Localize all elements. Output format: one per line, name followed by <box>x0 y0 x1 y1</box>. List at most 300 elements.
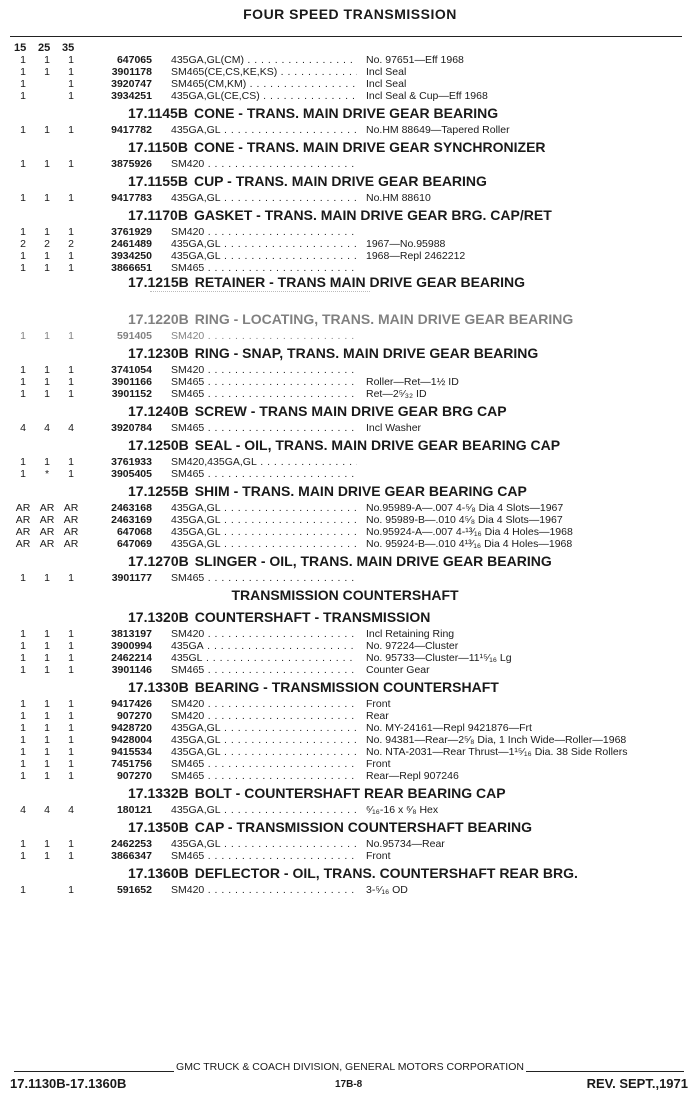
model-cell: 435GA,GL . . . <box>171 746 357 758</box>
quantity-cell: 1 <box>44 628 50 640</box>
quantity-cell: 1 <box>44 54 50 66</box>
section-title <box>0 481 700 502</box>
quantity-cell: * <box>44 468 50 480</box>
part-number: 3866651 <box>111 262 152 274</box>
quantity-cell: 1 <box>44 722 50 734</box>
part-number: 591405 <box>116 330 152 342</box>
description-cell: No.95734—Rear <box>366 838 445 850</box>
description-cell: No.HM 88610 <box>366 192 431 204</box>
table-row <box>0 250 700 262</box>
quantity-cell: 1 <box>20 652 26 664</box>
quantity-column-headers <box>14 42 86 54</box>
section-number: 17.1215B <box>128 275 189 287</box>
section-title <box>0 343 700 364</box>
table-row <box>0 664 700 676</box>
quantity-cell: 2 <box>44 238 50 250</box>
table-row <box>0 838 700 850</box>
quantity-cell: AR <box>15 502 31 514</box>
quantity-cell: 1 <box>44 770 50 782</box>
section-title <box>0 783 700 804</box>
description-cell: No. 95733—Cluster—11¹⁵⁄₁₆ Lg <box>366 652 512 664</box>
quantity-cell: 2 <box>68 238 74 250</box>
quantity-cell: 1 <box>20 640 26 652</box>
table-row <box>0 572 700 584</box>
description-cell: No.HM 88649—Tapered Roller <box>366 124 510 136</box>
quantity-cell: 1 <box>68 364 74 376</box>
part-number: 907270 <box>116 710 152 722</box>
description-cell: No. 94381—Rear—2⁵⁄₈ Dia, 1 Inch Wide—Roller—1968 <box>366 734 627 746</box>
quantity-cell: 1 <box>20 250 26 262</box>
model-cell: 435GA,GL . . . <box>171 526 357 538</box>
table-row <box>0 746 700 758</box>
section-number: 17.1350B <box>128 819 189 835</box>
quantity-cell: 1 <box>20 376 26 388</box>
quantity-cell: AR <box>39 502 55 514</box>
description-cell: No. NTA-2031—Rear Thrust—1¹⁵⁄₁₆ Dia. 38 Side Rollers <box>366 746 628 758</box>
quantity-cell: 1 <box>44 710 50 722</box>
part-number: 591652 <box>116 884 152 896</box>
quantity-cell: 1 <box>20 770 26 782</box>
quantity-cell: 1 <box>44 124 50 136</box>
quantity-cell: 1 <box>68 388 74 400</box>
quantity-cell: 1 <box>20 330 26 342</box>
table-row <box>0 456 700 468</box>
table-row <box>0 502 700 514</box>
quantity-cell: 1 <box>68 628 74 640</box>
quantity-cell: 1 <box>44 66 50 78</box>
quantity-cell: 1 <box>68 158 74 170</box>
quantity-cell: 1 <box>68 54 74 66</box>
quantity-cell: 1 <box>20 628 26 640</box>
quantity-cell: 1 <box>68 640 74 652</box>
table-row <box>0 158 700 170</box>
section-number: 17.1360B <box>128 865 189 881</box>
table-row <box>0 54 700 66</box>
section-name: BEARING - TRANSMISSION COUNTERSHAFT <box>194 679 499 695</box>
quantity-cell: 1 <box>68 376 74 388</box>
description-cell: No.95924-A—.007 4-¹³⁄₁₆ Dia 4 Holes—1968 <box>366 526 573 538</box>
description-cell: No. 97651—Eff 1968 <box>366 54 464 66</box>
model-cell: SM465 . . . <box>171 388 357 400</box>
section-name: SCREW - TRANS MAIN DRIVE GEAR BRG CAP <box>194 403 507 419</box>
quantity-cell: AR <box>15 538 31 550</box>
model-cell: 435GA,GL . . . <box>171 250 357 262</box>
table-row <box>0 66 700 78</box>
section-number: 17.1320B <box>128 609 189 625</box>
quantity-cell: 1 <box>68 770 74 782</box>
model-cell: SM465 . . . <box>171 468 357 480</box>
part-number: 3934251 <box>111 90 152 102</box>
section-title <box>0 607 700 628</box>
description-cell: Front <box>366 698 391 710</box>
quantity-cell: 1 <box>44 158 50 170</box>
section-name: COUNTERSHAFT - TRANSMISSION <box>194 609 431 625</box>
table-row <box>0 628 700 640</box>
table-row <box>0 422 700 434</box>
part-number: 2462253 <box>111 838 152 850</box>
section-title <box>0 205 700 226</box>
table-row <box>0 90 700 102</box>
quantity-cell: AR <box>63 514 79 526</box>
part-number: 3901146 <box>111 664 152 676</box>
table-row <box>0 640 700 652</box>
quantity-cell: 1 <box>68 78 74 90</box>
column-header: 35 <box>62 42 75 54</box>
quantity-cell: 1 <box>20 364 26 376</box>
model-cell: SM420 . . . <box>171 710 357 722</box>
part-number: 3875926 <box>111 158 152 170</box>
model-cell: SM420 . . . <box>171 364 357 376</box>
quantity-cell: 1 <box>44 456 50 468</box>
model-cell: 435GA,GL . . . <box>171 838 357 850</box>
top-rule <box>10 36 682 37</box>
quantity-cell: 1 <box>44 734 50 746</box>
section-number: 17.1332B <box>128 785 189 801</box>
column-header: 15 <box>14 42 27 54</box>
section-title <box>0 677 700 698</box>
table-row <box>0 734 700 746</box>
part-number: 3866347 <box>111 850 152 862</box>
quantity-cell: 1 <box>68 698 74 710</box>
section-title <box>0 401 700 422</box>
model-cell: SM420,435GA,GL . . . <box>171 456 357 468</box>
quantity-cell: 2 <box>20 238 26 250</box>
section-name: SEAL - OIL, TRANS. MAIN DRIVE GEAR BEARING CAP <box>194 437 561 453</box>
part-number: 180121 <box>116 804 152 816</box>
table-row <box>0 710 700 722</box>
quantity-cell: 1 <box>44 388 50 400</box>
model-cell: SM420 . . . <box>171 628 357 640</box>
page-title: FOUR SPEED TRANSMISSION <box>243 6 457 22</box>
quantity-cell: 1 <box>68 884 74 896</box>
description-cell: Incl Retaining Ring <box>366 628 455 640</box>
part-number: 647069 <box>116 538 152 550</box>
table-row <box>0 514 700 526</box>
section-number: 17.1250B <box>128 437 189 453</box>
quantity-cell: 1 <box>68 838 74 850</box>
section-name: BOLT - COUNTERSHAFT REAR BEARING CAP <box>194 785 506 801</box>
table-row <box>0 388 700 400</box>
table-row <box>0 262 700 274</box>
quantity-cell: 1 <box>68 722 74 734</box>
quantity-cell: AR <box>39 514 55 526</box>
table-row <box>0 526 700 538</box>
table-row <box>0 758 700 770</box>
part-number: 3761929 <box>111 226 152 238</box>
table-row <box>0 124 700 136</box>
part-number: 3901178 <box>111 66 152 78</box>
description-cell: Incl Seal <box>366 78 407 90</box>
section-name: CAP - TRANSMISSION COUNTERSHAFT BEARING <box>194 819 533 835</box>
part-number: 7451756 <box>111 758 152 770</box>
section-name: DEFLECTOR - OIL, TRANS. COUNTERSHAFT REAR BRG. <box>194 865 578 881</box>
quantity-cell: 1 <box>44 640 50 652</box>
column-header: 25 <box>38 42 51 54</box>
model-cell: 435GA,GL . . . <box>171 538 357 550</box>
quantity-cell: 1 <box>44 838 50 850</box>
quantity-cell: 1 <box>68 66 74 78</box>
quantity-cell: 1 <box>44 262 50 274</box>
quantity-cell: 1 <box>20 90 26 102</box>
quantity-cell: 1 <box>20 758 26 770</box>
table-row <box>0 238 700 250</box>
section-number: 17.1240B <box>128 403 189 419</box>
quantity-cell: 1 <box>68 330 74 342</box>
part-number: 3900994 <box>111 640 152 652</box>
quantity-cell: 1 <box>20 192 26 204</box>
quantity-cell: 4 <box>68 422 74 434</box>
quantity-cell: 1 <box>20 710 26 722</box>
description-cell: Front <box>366 850 391 862</box>
quantity-cell: 1 <box>44 376 50 388</box>
description-cell: Rear—Repl 907246 <box>366 770 459 782</box>
quantity-cell: 1 <box>68 652 74 664</box>
part-number: 9428004 <box>111 734 152 746</box>
model-cell: SM420 . . . <box>171 158 357 170</box>
description-cell: 3-⁵⁄₁₆ OD <box>366 884 408 896</box>
table-row <box>0 376 700 388</box>
model-cell: 435GA,GL . . . <box>171 514 357 526</box>
quantity-cell: 1 <box>20 572 26 584</box>
quantity-cell: 1 <box>44 652 50 664</box>
model-cell: 435GA,GL . . . <box>171 502 357 514</box>
quantity-cell: 1 <box>44 250 50 262</box>
model-cell: 435GA,GL . . . <box>171 238 357 250</box>
quantity-cell: 1 <box>44 226 50 238</box>
quantity-cell: 1 <box>68 192 74 204</box>
section-number: 17.1155B <box>128 173 188 189</box>
model-cell: SM465 . . . <box>171 850 357 862</box>
part-number: 3901166 <box>111 376 152 388</box>
table-row <box>0 884 700 896</box>
footer-revision: REV. SEPT.,1971 <box>586 1076 688 1091</box>
model-cell: 435GA,GL(CM) . . . <box>171 54 357 66</box>
quantity-cell: 1 <box>20 838 26 850</box>
description-cell: No. 97224—Cluster <box>366 640 459 652</box>
quantity-cell: 1 <box>68 572 74 584</box>
quantity-cell: 4 <box>20 422 26 434</box>
model-cell: SM465 . . . <box>171 664 357 676</box>
section-number: 17.1230B <box>128 345 189 361</box>
description-cell: Counter Gear <box>366 664 430 676</box>
description-cell: No. 95924-B—.010 4¹³⁄₁₆ Dia 4 Holes—1968 <box>366 538 573 550</box>
part-number: 907270 <box>116 770 152 782</box>
quantity-cell: 1 <box>20 850 26 862</box>
quantity-cell: 1 <box>20 158 26 170</box>
model-cell: SM465 . . . <box>171 770 357 782</box>
section-title <box>0 171 700 192</box>
table-row <box>0 78 700 90</box>
part-number: 2463169 <box>111 514 152 526</box>
footer-corporation-text: GMC TRUCK & COACH DIVISION, GENERAL MOTORS CORPORATION <box>176 1061 524 1073</box>
model-cell: SM465 . . . <box>171 262 357 274</box>
quantity-cell: 1 <box>44 850 50 862</box>
quantity-cell: 1 <box>68 850 74 862</box>
quantity-cell: 1 <box>20 664 26 676</box>
part-number: 3901152 <box>111 388 152 400</box>
quantity-cell: 1 <box>20 734 26 746</box>
footer-corporation <box>0 1061 700 1073</box>
quantity-cell: AR <box>63 538 79 550</box>
model-cell: SM420 . . . <box>171 884 357 896</box>
quantity-cell: 1 <box>68 456 74 468</box>
quantity-cell: AR <box>15 526 31 538</box>
quantity-cell: 1 <box>44 330 50 342</box>
section-title <box>0 817 700 838</box>
model-cell: SM465 . . . <box>171 376 357 388</box>
section-name: RING - SNAP, TRANS. MAIN DRIVE GEAR BEARING <box>194 345 539 361</box>
part-number: 9415534 <box>111 746 152 758</box>
part-number: 2462214 <box>111 652 152 664</box>
section-name: CONE - TRANS. MAIN DRIVE GEAR BEARING <box>193 105 499 121</box>
quantity-cell: 4 <box>68 804 74 816</box>
quantity-cell: AR <box>15 514 31 526</box>
quantity-cell: 1 <box>44 746 50 758</box>
description-cell: 1967—No.95988 <box>366 238 446 250</box>
model-cell: 435GA,GL . . . <box>171 734 357 746</box>
table-row <box>0 468 700 480</box>
part-number: 3920747 <box>111 78 152 90</box>
quantity-cell: AR <box>39 538 55 550</box>
quantity-cell: 1 <box>20 468 26 480</box>
quantity-cell: 1 <box>20 698 26 710</box>
quantity-cell: 1 <box>44 364 50 376</box>
quantity-cell: 1 <box>20 388 26 400</box>
table-row <box>0 722 700 734</box>
section-name: CONE - TRANS. MAIN DRIVE GEAR SYNCHRONIZER <box>193 139 546 155</box>
quantity-cell: 1 <box>44 698 50 710</box>
section-number: 17.1220B <box>128 311 189 327</box>
section-number: 17.1270B <box>128 553 189 569</box>
quantity-cell: 1 <box>44 192 50 204</box>
part-number: 9417782 <box>111 124 152 136</box>
quantity-cell: 1 <box>20 884 26 896</box>
quantity-cell: 1 <box>20 124 26 136</box>
model-cell: 435GL . . . <box>171 652 357 664</box>
section-number: 17.1145B <box>128 105 188 121</box>
section-title <box>0 137 700 158</box>
quantity-cell: 1 <box>44 572 50 584</box>
quantity-cell: 1 <box>20 226 26 238</box>
model-cell: 435GA,GL . . . <box>171 804 357 816</box>
model-cell: 435GA . . . <box>171 640 357 652</box>
section-title <box>0 309 700 330</box>
parts-list <box>0 54 700 896</box>
footer-section-range: 17.1130B-17.1360B <box>10 1076 127 1091</box>
part-number: 9417426 <box>111 698 152 710</box>
section-title <box>0 103 700 124</box>
section-title <box>0 275 700 287</box>
quantity-cell: 4 <box>20 804 26 816</box>
part-number: 3920784 <box>111 422 152 434</box>
description-cell: Incl Seal & Cup—Eff 1968 <box>366 90 488 102</box>
quantity-cell: 1 <box>68 262 74 274</box>
model-cell: SM465 . . . <box>171 758 357 770</box>
quantity-cell: 1 <box>20 78 26 90</box>
description-cell: No.95989-A—.007 4-⁵⁄₈ Dia 4 Slots—1967 <box>366 502 564 514</box>
footer-page-number: 17B-8 <box>335 1079 363 1090</box>
description-cell: No. 95989-B—.010 4⁵⁄₈ Dia 4 Slots—1967 <box>366 514 563 526</box>
quantity-cell: AR <box>63 526 79 538</box>
model-cell: 435GA,GL . . . <box>171 722 357 734</box>
quantity-cell: 4 <box>44 422 50 434</box>
section-name: RING - LOCATING, TRANS. MAIN DRIVE GEAR BEARING <box>194 311 574 327</box>
model-cell: SM465(CM,KM) . . . <box>171 78 357 90</box>
section-number: 17.1330B <box>128 679 189 695</box>
section-number: 17.1255B <box>128 483 189 499</box>
part-number: 3905405 <box>111 468 152 480</box>
description-cell: Roller—Ret—1½ ID <box>366 376 459 388</box>
quantity-cell: 1 <box>68 250 74 262</box>
section-name: SHIM - TRANS. MAIN DRIVE GEAR BEARING CAP <box>194 483 527 499</box>
quantity-cell: AR <box>39 526 55 538</box>
quantity-cell: 1 <box>68 226 74 238</box>
description-cell: Incl Washer <box>366 422 422 434</box>
model-cell: 435GA,GL . . . <box>171 192 357 204</box>
quantity-cell: 1 <box>68 124 74 136</box>
description-cell: ⁶⁄₁₆-16 x ⁶⁄₈ Hex <box>366 804 439 816</box>
part-number: 647068 <box>116 526 152 538</box>
quantity-cell: 1 <box>68 758 74 770</box>
table-row <box>0 850 700 862</box>
section-title <box>0 551 700 572</box>
description-cell: Rear <box>366 710 389 722</box>
quantity-cell: 1 <box>44 758 50 770</box>
model-cell: 435GA,GL(CE,CS) . . . <box>171 90 357 102</box>
quantity-cell: 1 <box>20 66 26 78</box>
model-cell: SM465 . . . <box>171 572 357 584</box>
section-name: SLINGER - OIL, TRANS. MAIN DRIVE GEAR BEARING <box>194 553 552 569</box>
table-row <box>0 330 700 342</box>
quantity-cell: 1 <box>20 54 26 66</box>
model-cell: SM465 . . . <box>171 422 357 434</box>
model-cell: SM420 . . . <box>171 226 357 238</box>
part-number: 9417783 <box>111 192 152 204</box>
quantity-cell: 1 <box>68 746 74 758</box>
description-cell: Incl Seal <box>366 66 407 78</box>
part-number: 3934250 <box>111 250 152 262</box>
quantity-cell: 1 <box>68 710 74 722</box>
model-cell: 435GA,GL . . . <box>171 124 357 136</box>
quantity-cell: 1 <box>68 734 74 746</box>
quantity-cell: 4 <box>44 804 50 816</box>
description-cell: No. MY-24161—Repl 9421876—Frt <box>366 722 532 734</box>
table-row <box>0 652 700 664</box>
table-row <box>0 698 700 710</box>
section-number: 17.1150B <box>128 139 188 155</box>
part-number: 2463168 <box>111 502 152 514</box>
part-number: 3741054 <box>111 364 152 376</box>
part-number: 3901177 <box>111 572 152 584</box>
quantity-cell: 1 <box>20 262 26 274</box>
quantity-cell: 1 <box>68 664 74 676</box>
model-cell: SM465(CE,CS,KE,KS) . . . <box>171 66 357 78</box>
description-cell: Front <box>366 758 391 770</box>
section-name: RETAINER - TRANS MAIN DRIVE GEAR BEARING <box>194 275 526 287</box>
quantity-cell: AR <box>63 502 79 514</box>
section-name: CUP - TRANS. MAIN DRIVE GEAR BEARING <box>193 173 487 189</box>
section-title <box>0 863 700 884</box>
quantity-cell: 1 <box>68 90 74 102</box>
description-cell: Ret—2⁵⁄₃₂ ID <box>366 388 427 400</box>
section-title <box>0 435 700 456</box>
section-name: GASKET - TRANS. MAIN DRIVE GEAR BRG. CAP/RET <box>193 207 552 223</box>
table-row <box>0 364 700 376</box>
model-cell: SM420 . . . <box>171 698 357 710</box>
quantity-cell: 1 <box>68 468 74 480</box>
model-cell: SM420 . . . <box>171 330 357 342</box>
table-row <box>0 538 700 550</box>
